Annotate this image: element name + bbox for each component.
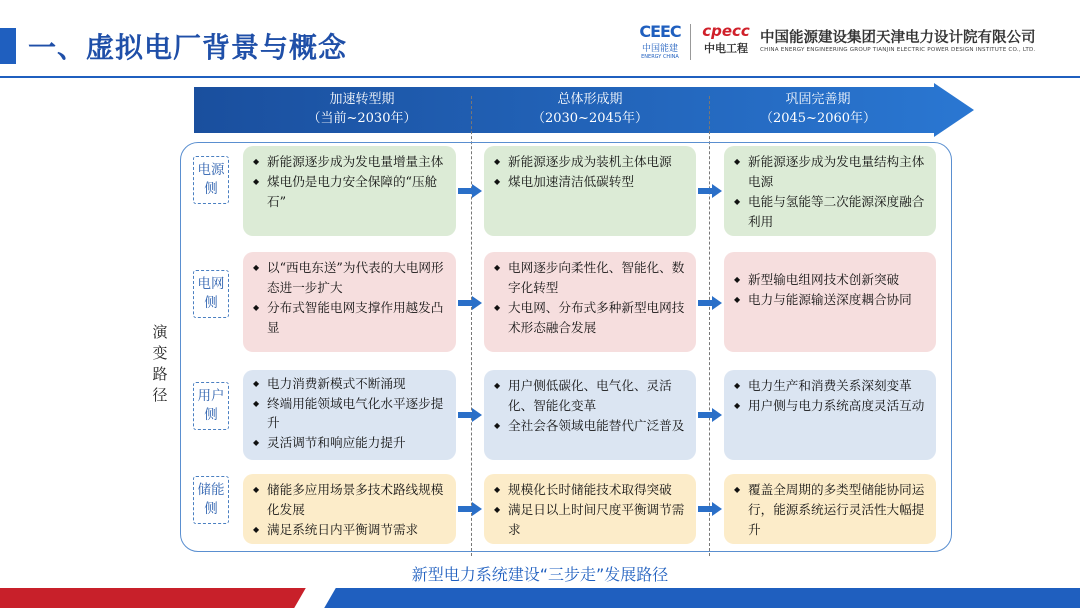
list-item: ◆ 电力与能源输送深度耦合协同 [734, 290, 928, 310]
list-item: ◆ 电力消费新模式不断涌现 [253, 374, 448, 394]
category-user: 用户侧 [193, 382, 229, 430]
list-item: ◆ 煤电加速清洁低碳转型 [494, 172, 688, 192]
cell-grid-phase1 [243, 252, 456, 352]
cell-user-phase1 [243, 370, 456, 460]
cell-grid-phase2 [484, 252, 696, 352]
arrow-right-icon [458, 408, 482, 422]
list-item: ◆ 储能多应用场景多技术路线规模化发展 [253, 480, 448, 520]
list-item: ◆ 覆盖全周期的多类型储能协同运行，能源系统运行灵活性大幅提升 [734, 480, 928, 540]
category-power-source: 电源侧 [193, 156, 229, 204]
figure-caption: 新型电力系统建设“三步走”发展路径 [411, 565, 669, 584]
cell-storage-phase3 [724, 474, 936, 544]
list-item: ◆ 终端用能领域电气化水平逐步提升 [253, 394, 448, 433]
evolution-path-label: 演变路径 [152, 323, 168, 404]
arrow-right-icon [458, 502, 482, 516]
arrow-right-icon [698, 296, 722, 310]
list-item: ◆ 新能源逐步成为装机主体电源 [494, 152, 688, 172]
list-item: ◆ 规模化长时储能技术取得突破 [494, 480, 688, 500]
list-item: ◆ 以“西电东送”为代表的大电网形态进一步扩大 [253, 258, 448, 298]
category-grid: 电网侧 [193, 270, 229, 318]
ceec-logo-en: ENERGY CHINA [641, 54, 679, 60]
footer-red-band [0, 588, 316, 608]
cell-storage-phase2 [484, 474, 696, 544]
cpecc-logo-mark: cpecc [702, 22, 750, 40]
ceec-logo-cn: 中国能建 [641, 44, 678, 54]
cell-user-phase2 [484, 370, 696, 460]
cpecc-logo-cn: 中电工程 [704, 42, 748, 55]
list-item: ◆ 满足系统日内平衡调节需求 [253, 520, 448, 540]
list-item: ◆ 新型输电组网技术创新突破 [734, 270, 928, 290]
list-item: ◆ 新能源逐步成为发电量增量主体 [253, 152, 448, 172]
phase-1-period: （当前~2030年） [307, 111, 417, 126]
cell-power-source-phase2 [484, 146, 696, 236]
header-divider [0, 76, 1080, 78]
phase-3-period: （2045~2060年） [759, 111, 877, 126]
list-item: ◆ 电能与氢能等二次能源深度融合利用 [734, 192, 928, 232]
cell-power-source-phase3 [724, 146, 936, 236]
cell-user-phase3 [724, 370, 936, 460]
phase-1 [262, 90, 462, 128]
ceec-logo [634, 22, 686, 66]
list-item: ◆ 电力生产和消费关系深刻变革 [734, 376, 928, 396]
list-item: ◆ 煤电仍是电力安全保障的“压舱石” [253, 172, 448, 212]
list-item: ◆ 用户侧低碳化、电气化、灵活化、智能化变革 [494, 376, 688, 416]
arrow-right-icon [698, 184, 722, 198]
cell-power-source-phase1 [243, 146, 456, 236]
list-item: ◆ 用户侧与电力系统高度灵活互动 [734, 396, 928, 416]
arrow-right-icon [698, 408, 722, 422]
list-item: ◆ 全社会各领域电能替代广泛普及 [494, 416, 688, 436]
list-item: ◆ 电网逐步向柔性化、智能化、数字化转型 [494, 258, 688, 298]
title-accent-bar [0, 28, 16, 64]
list-item: ◆ 灵活调节和响应能力提升 [253, 433, 448, 453]
organization-name: 中国能源建设集团天津电力设计院有限公司 [760, 30, 1036, 46]
list-item: ◆ 新能源逐步成为发电量结构主体电源 [734, 152, 928, 192]
phase-2-period: （2030~2045年） [531, 111, 649, 126]
arrow-right-icon [458, 296, 482, 310]
arrow-right-icon [458, 184, 482, 198]
cell-grid-phase3 [724, 252, 936, 352]
cell-storage-phase1 [243, 474, 456, 544]
phase-3 [718, 90, 918, 128]
ceec-logo-mark: CEEC [639, 22, 681, 41]
cpecc-logo [698, 22, 754, 66]
arrow-right-icon [698, 502, 722, 516]
phase-2-name: 总体形成期 [557, 92, 623, 107]
list-item: ◆ 分布式智能电网支撑作用越发凸显 [253, 298, 448, 338]
page-title: 一、虚拟电厂背景与概念 [28, 31, 348, 64]
footer-blue-band [316, 588, 1080, 608]
list-item: ◆ 大电网、分布式多种新型电网技术形态融合发展 [494, 298, 688, 338]
phase-1-name: 加速转型期 [329, 92, 395, 107]
phase-2 [490, 90, 690, 128]
phase-3-name: 巩固完善期 [785, 92, 851, 107]
list-item: ◆ 满足日以上时间尺度平衡调节需求 [494, 500, 688, 540]
category-storage: 储能侧 [193, 476, 229, 524]
logo-divider [690, 24, 691, 60]
organization-name-en: CHINA ENERGY ENGINEERING GROUP TIANJIN ELECTRIC POWER DESIGN INSTITUTE CO., LTD. [760, 47, 1036, 53]
